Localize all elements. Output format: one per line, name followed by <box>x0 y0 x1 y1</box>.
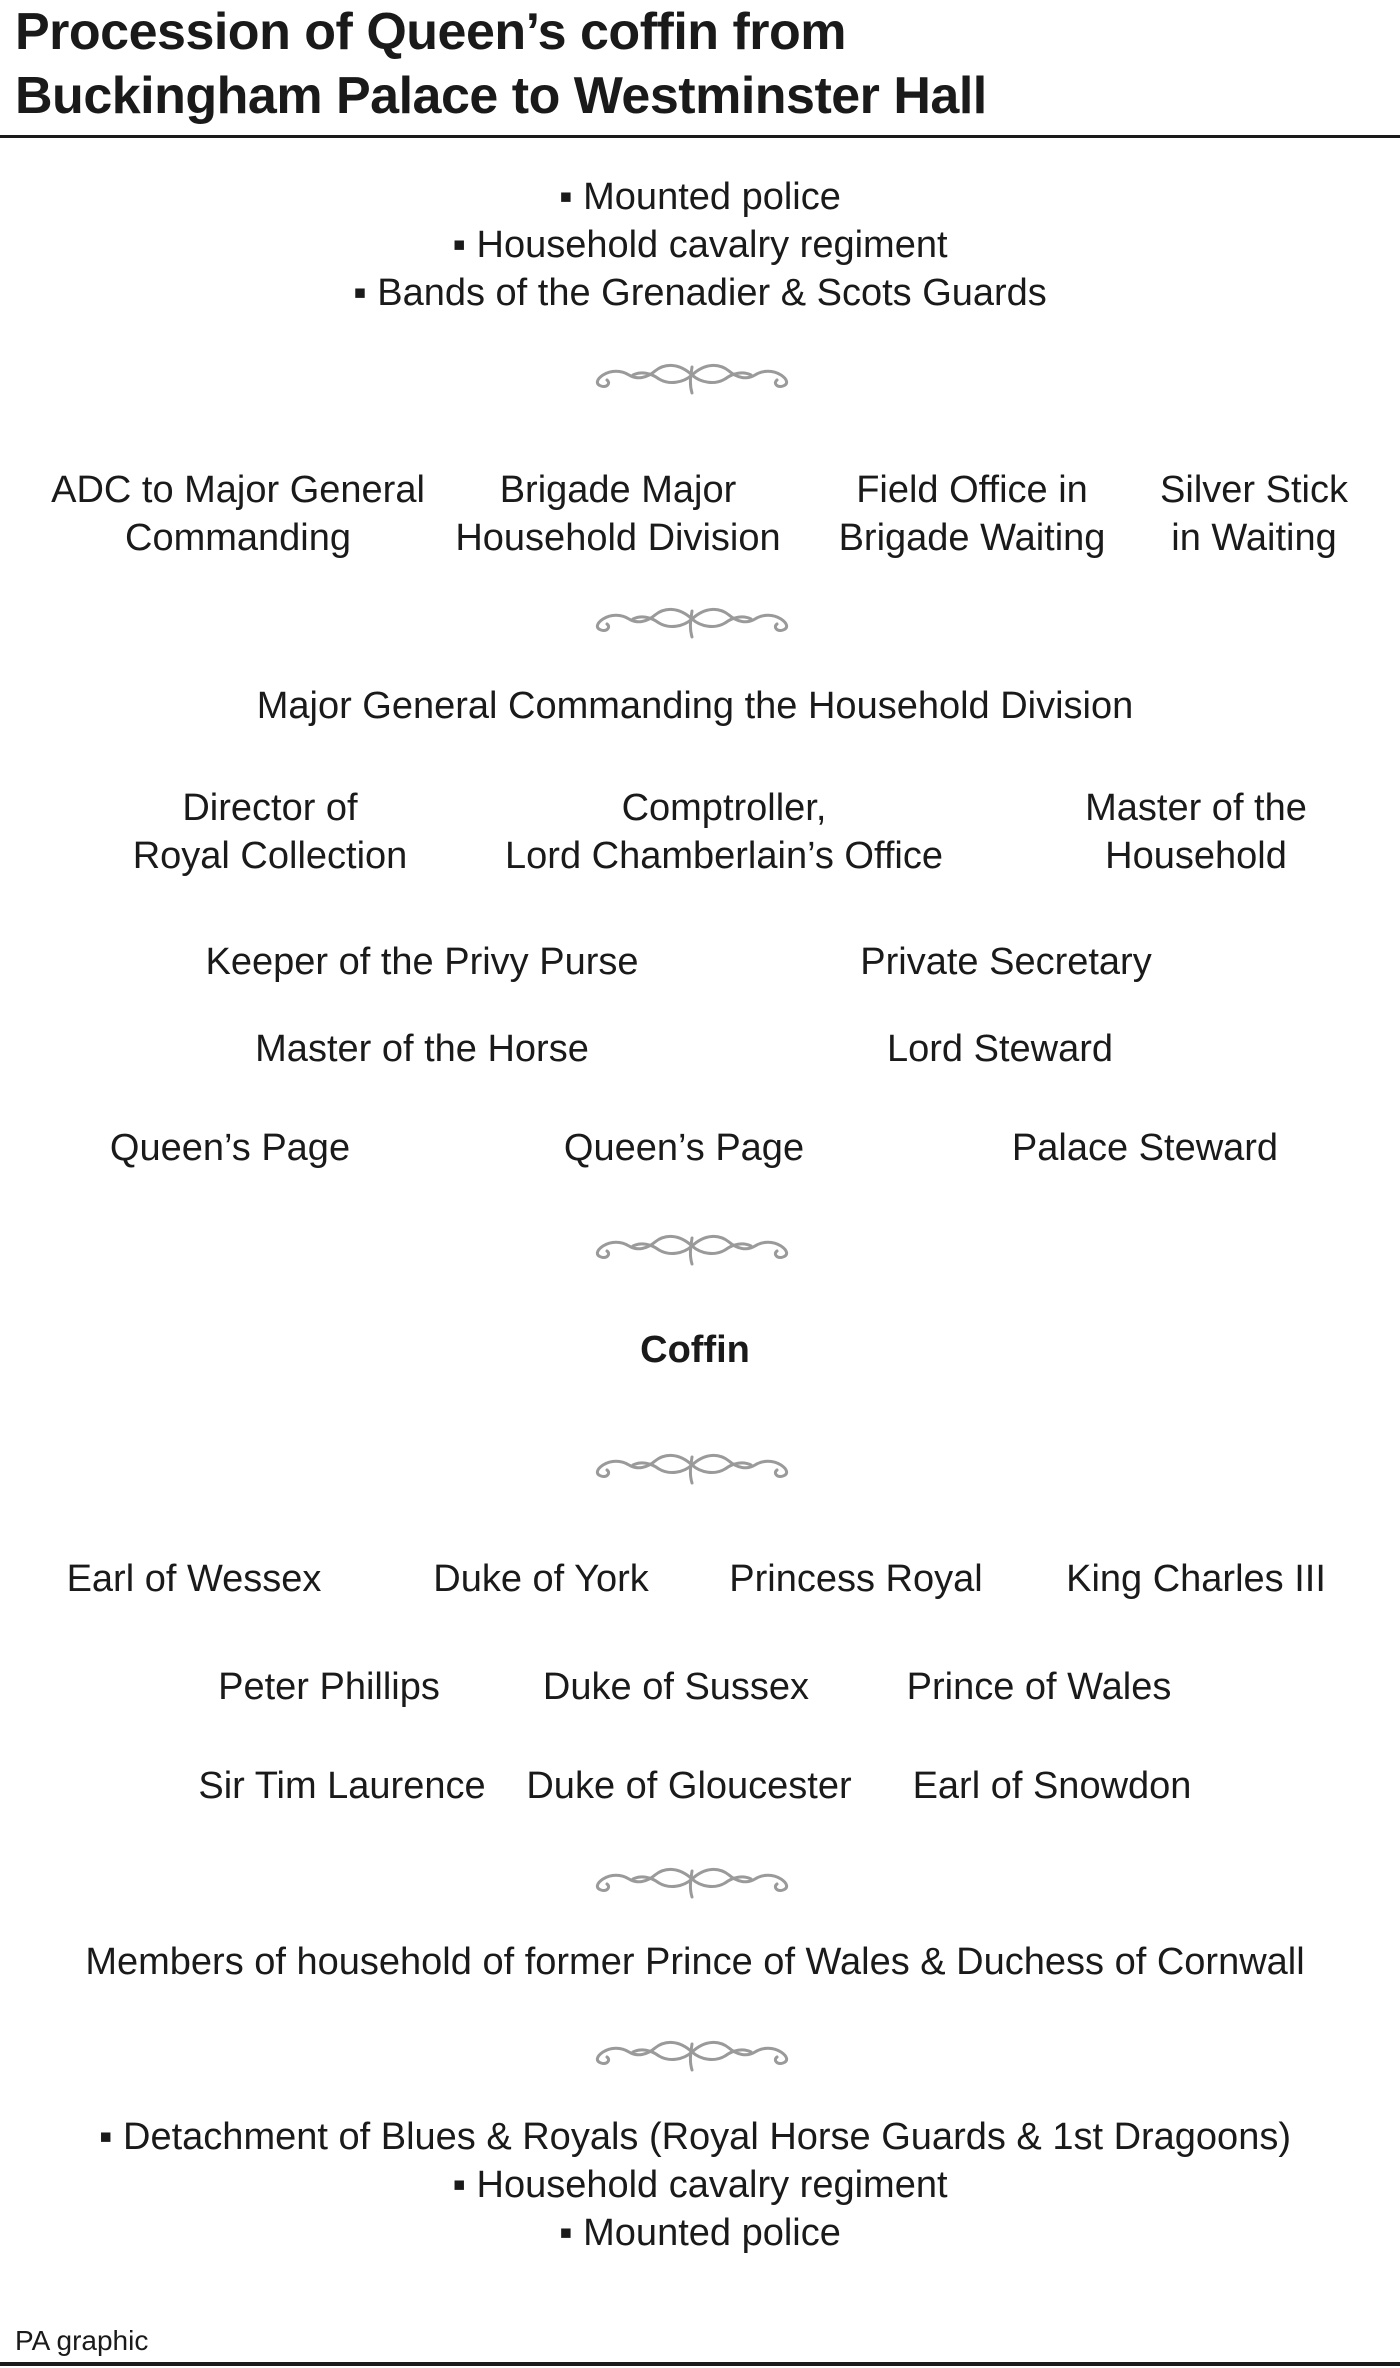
rear-household-cavalry: ▪ Household cavalry regiment <box>452 2161 947 2209</box>
flourish-divider-icon <box>587 597 797 643</box>
page-title <box>15 0 987 128</box>
official-master-household-line2: Household <box>1105 835 1287 877</box>
officer-silver-stick-line2: in Waiting <box>1171 517 1337 559</box>
major-general: Major General Commanding the Household Division <box>256 685 1134 727</box>
officer-brigade-major-line1: Brigade Major <box>499 469 737 511</box>
officer-field-office <box>839 466 1106 562</box>
queens-page-center: Queen’s Page <box>563 1127 805 1169</box>
bottom-divider <box>0 2362 1400 2366</box>
official-director-line2: Royal Collection <box>132 835 408 877</box>
flourish-divider-icon <box>587 2030 797 2076</box>
officer-adc <box>51 466 425 562</box>
queens-page-left: Queen’s Page <box>109 1127 351 1169</box>
rear-blues-royals: ▪ Detachment of Blues & Royals (Royal Horse Guards & 1st Dragoons) <box>99 2113 1291 2161</box>
palace-steward: Palace Steward <box>1011 1127 1279 1169</box>
title-divider <box>0 135 1400 138</box>
sir-tim-laurence: Sir Tim Laurence <box>198 1765 486 1807</box>
duke-of-gloucester: Duke of Gloucester <box>526 1765 852 1807</box>
officer-brigade-major <box>455 466 780 562</box>
title-line-1: Procession of Queen’s coffin from <box>15 3 847 61</box>
duke-of-york: Duke of York <box>433 1558 649 1600</box>
officer-adc-line1: ADC to Major General <box>51 469 425 511</box>
title-line-2: Buckingham Palace to Westminster Hall <box>15 67 987 125</box>
official-director-royal-collection <box>133 784 408 880</box>
master-of-horse: Master of the Horse <box>255 1028 589 1070</box>
keeper-privy-purse: Keeper of the Privy Purse <box>205 941 639 983</box>
rear-mounted-police: ▪ Mounted police <box>559 2209 841 2257</box>
head-household-cavalry: ▪ Household cavalry regiment <box>452 221 947 269</box>
princess-royal: Princess Royal <box>729 1558 983 1600</box>
officer-field-office-line2: Brigade Waiting <box>838 517 1106 559</box>
household-members: Members of household of former Prince of Wales & Duchess of Cornwall <box>85 1941 1305 1983</box>
official-comptroller-line1: Comptroller, <box>621 787 827 829</box>
flourish-divider-icon <box>587 1224 797 1270</box>
private-secretary: Private Secretary <box>860 941 1152 983</box>
peter-phillips: Peter Phillips <box>218 1666 440 1708</box>
lord-steward: Lord Steward <box>886 1028 1114 1070</box>
duke-of-sussex: Duke of Sussex <box>542 1666 810 1708</box>
officer-silver-stick-line1: Silver Stick <box>1160 469 1348 511</box>
officer-adc-line2: Commanding <box>125 517 351 559</box>
head-bands: ▪ Bands of the Grenadier & Scots Guards <box>353 269 1047 317</box>
official-comptroller <box>505 784 943 880</box>
head-mounted-police: ▪ Mounted police <box>559 173 841 221</box>
official-master-household-line1: Master of the <box>1085 787 1307 829</box>
flourish-divider-icon <box>587 353 797 399</box>
earl-of-wessex: Earl of Wessex <box>66 1558 322 1600</box>
earl-of-snowdon: Earl of Snowdon <box>912 1765 1192 1807</box>
official-master-household <box>1085 784 1307 880</box>
flourish-divider-icon <box>587 1443 797 1489</box>
king-charles-iii: King Charles III <box>1066 1558 1326 1600</box>
source-credit: PA graphic <box>15 2325 149 2356</box>
officer-brigade-major-line2: Household Division <box>455 517 781 559</box>
coffin-label: Coffin <box>640 1329 750 1371</box>
officer-field-office-line1: Field Office in <box>856 469 1088 511</box>
flourish-divider-icon <box>587 1857 797 1903</box>
official-comptroller-line2: Lord Chamberlain’s Office <box>505 835 943 877</box>
officer-silver-stick <box>1160 466 1348 562</box>
prince-of-wales: Prince of Wales <box>906 1666 1172 1708</box>
official-director-line1: Director of <box>182 787 358 829</box>
